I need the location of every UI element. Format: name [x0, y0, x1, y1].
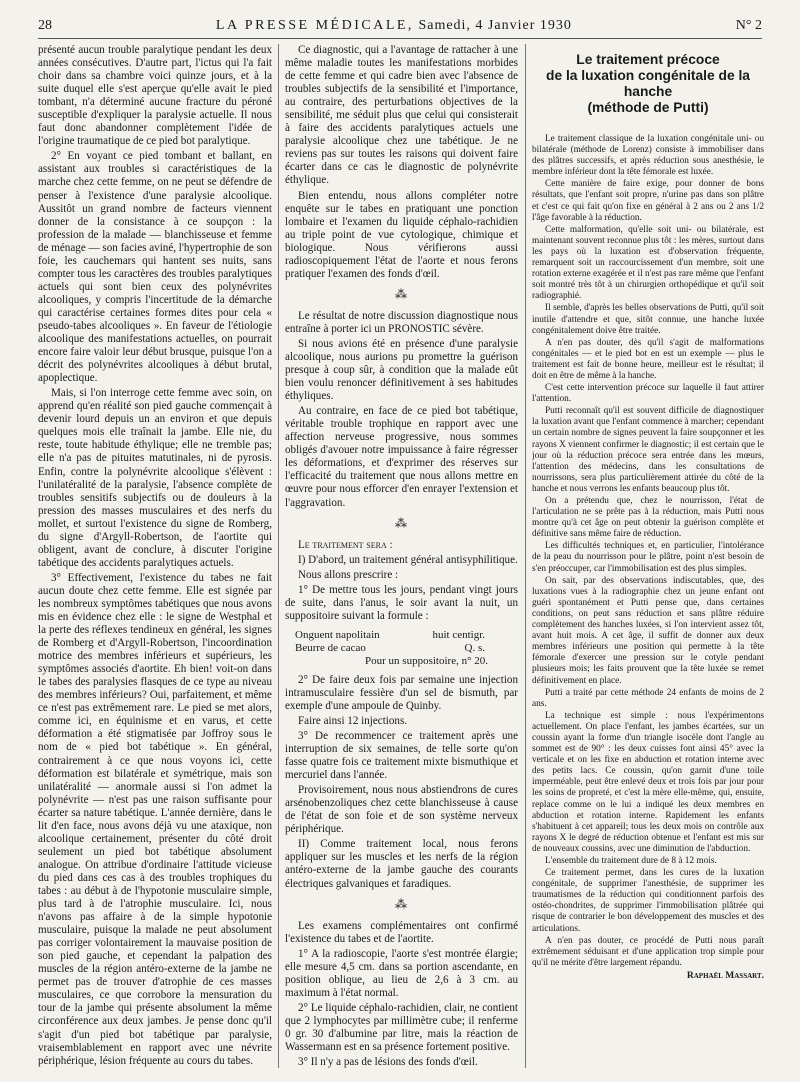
- col3-paragraph: Putti reconnaît qu'il est souvent difficile de diagnostiquer la luxation avant que l'enfant commence à marcher; cependant un certain nombre de signes peuvent la faire soupçonner et les rayons X viennent confirmer le diagnostic; il est certain que le jour où la réduction précoce sera entrée dans les mœurs, l'attention des médecins, dans les consultations de nourrissons, sera plus particulièrement attirée du côté de la hanche et nous verrons les enfants beaucoup plus tôt.: [532, 406, 764, 494]
- col3-paragraph: C'est cette intervention précoce sur laquelle il faut attirer l'attention.: [532, 383, 764, 405]
- col3-paragraph: On a prétendu que, chez le nourrisson, l'état de l'articulation ne se prête pas à la réduction, mais Putti nous montre qu'à cet âge on peut obtenir la guérison complète et définitive sans même faire de réduction.: [532, 496, 764, 540]
- section-separator: ⁂: [395, 896, 408, 911]
- col2-prescribe: Nous allons prescrire :: [298, 568, 399, 581]
- col2-radioscopy: 1° A la radioscopie, l'aorte s'est montrée élargie; elle mesure 4,5 cm. dans sa portion ascendante, en position oblique, au lieu de 2,6 à 3 cm. au maximum à l'état normal.: [285, 947, 518, 999]
- col2-repeat: 3° De recommencer ce traitement après une interruption de six semaines, de telle sorte qu'on fasse quatre fois ce traitement mixte bismuthique et mercuriel dans l'année.: [285, 730, 518, 782]
- section-separator: ⁂: [395, 515, 408, 530]
- col3-paragraph: Les difficultés techniques et, en particulier, l'intolérance de la peau du nourrisson pour le plâtre, point n'est besoin de s'en préoccuper, car l'immobilisation est des plus simples.: [532, 541, 764, 574]
- col2-paragraph-pronostic: Le résultat de notre discussion diagnostique nous entraîne à porter ici un PRONOSTIC sévère.: [285, 309, 518, 335]
- author-signature: Raphaël Massart.: [686, 970, 764, 981]
- col2-abstain: Provisoirement, nous nous abstiendrons de cures arsénobenzoliques chez cette blanchisseuse à cause de l'état de son foie et de son système nerveux périphérique.: [285, 784, 518, 836]
- formula-line: [295, 642, 485, 655]
- col2-local-treatment: II) Comme traitement local, nous ferons appliquer sur les muscles et les nerfs de la région antéro-externe de la jambe gauche des courants électriques galvaniques et faradiques.: [285, 838, 518, 890]
- col3-paragraph: Le traitement classique de la luxation congénitale uni- ou bilatérale (méthode de Lorenz) consiste à immobiliser dans des plâtres successifs, et après réduction sous anesthésie, le membre inférieur dont la tête fémorale est luxée.: [532, 134, 764, 178]
- col2-exams: Les examens complémentaires ont confirmé l'existence du tabes et de l'aortite.: [285, 919, 518, 945]
- article-title-line: de la luxation congénitale de la hanche: [546, 68, 750, 99]
- col2-injections: Faire ainsi 12 injections.: [298, 714, 408, 727]
- col3-paragraph: On sait, par des observations indiscutables, que, des luxations vues à la radiographie chez un jeune enfant ont guéri spontanément et Putti pense que, dans certaines conditions, on peut sans réduction et sans plâtre réduire complètement des hanches luxées, si l'on intervient assez tôt, avant huit mois. A cet âge, il suffit de donner aux deux membres inférieurs une position qui permette à la tête fémorale d'exercer une pression sur le cotyle pendant plusieurs mois; les faits prouvent que la tête luxée se remet définitivement en place.: [532, 575, 764, 686]
- col3-paragraph: Il semble, d'après les belles observations de Putti, qu'il soit inutile d'attendre et que, sitôt connue, une hanche luxée congénitalement doive être traitée.: [532, 303, 764, 336]
- issue-number: N° 2: [735, 18, 762, 33]
- col2-paragraph-alcoholic: Si nous avions été en présence d'une paralysie alcoolique, nous aurions pu promettre la guérison presque à coup sûr, à condition que la malade eût bien voulu renoncer définitivement à ses habitudes éthyliques.: [285, 337, 518, 403]
- issue-date: Samedi, 4 Janvier 1930: [418, 18, 572, 33]
- col3-paragraph: Cette malformation, qu'elle soit uni- ou bilatérale, est maintenant souvent reconnue plus tôt : les mères, surtout dans les pays où la luxation est d'observation fréquente, remarquent soit un raccourcissement d'un membre, soit une rotation externe exagérée et il n'est pas rare même que l'enfant soit montré très tôt à un chirurgien orthopédique et qu'il soit radiographié.: [532, 224, 764, 302]
- column-2: [285, 44, 518, 1068]
- col1-paragraph-2: 2° En voyant ce pied tombant et ballant, en assistant aux troubles si caractéristiques de la marche chez cette femme, on ne peut se défendre de penser à l'existence d'une paralysie alcoolique. Aussitôt un grand nombre de facteurs viennent donner de la consistance à ce soupçon : la profession de la malade — blanchisseuse et femme de ménage — son facies aviné, l'hypertrophie de son foie, les cauchemars qui hantent ses nuits, sans compter tous les caractères des troubles paralytiques actuels qui sont bien ceux des polynévrites alcooliques, y compris l'incertitude de la démarche qui caractérise certaines formes dites pour cela « pseudo-tabes alcooliques ». En faveur de l'étiologie alcoolique des manifestations actuelles, on pourrait encore faire valoir leur début brusque, puisque l'on a décrit des polynévrites alcooliques à début brutal, apoplectique.: [38, 150, 272, 385]
- column-rule-left: [278, 44, 279, 1068]
- col2-paragraph-tabetic: Au contraire, en face de ce pied bot tabétique, véritable trouble trophique en rapport avec une affection nerveuse progressive, nous sommes obligés d'avouer notre impuissance à faire régresser les déformations, et d'exprimer des réserves sur l'efficacité du traitement que nous allons mettre en œuvre pour nous efforcer d'en enrayer l'extension et l'aggravation.: [285, 405, 518, 509]
- col3-paragraph: A n'en pas douter, ce procédé de Putti nous paraît extrêmement séduisant et d'une application trop simple pour qu'il ne mérite d'être largement répandu.: [532, 935, 764, 968]
- formula-line: [295, 629, 485, 642]
- column-rule-right: [525, 44, 526, 1068]
- col2-bismuth: 2° De faire deux fois par semaine une injection intramusculaire fessière d'un sel de bismuth, par exemple d'une ampoule de Quinby.: [285, 673, 518, 712]
- col3-paragraph: Putti a traité par cette méthode 24 enfants de moins de 2 ans.: [532, 687, 764, 709]
- formula-ingredient: Onguent napolitain: [295, 628, 380, 641]
- col2-csf: 2° Le liquide céphalo-rachidien, clair, ne contient que 2 lymphocytes par millimètre cube; il renferme 0 gr. 30 d'albumine par litre, mais la réaction de Wassermann est en sa présence fortement positive.: [285, 1001, 518, 1053]
- page-header: [38, 14, 762, 39]
- col3-paragraph: L'ensemble du traitement dure de 8 à 12 mois.: [545, 856, 717, 866]
- section-separator: ⁂: [395, 286, 408, 301]
- col3-paragraph: Ce traitement permet, dans les cures de la luxation congénitale, de supprimer l'anesthésie, de supprimer les traumatismes de la réduction qui conditionnent parfois des ostéo-chondrites, de supprimer l'immobilisation plâtrée qui risque de contrarier le bon développement des muscles et des articulations.: [532, 868, 764, 934]
- formula-quantity: Q. s.: [464, 641, 485, 654]
- column-1: [38, 44, 272, 1068]
- formula-ingredient: Beurre de cacao: [295, 641, 366, 654]
- col3-paragraph: La technique est simple : nous l'expérimentons actuellement. On place l'enfant, les jambes écartées, sur un coussin ayant la forme d'un triangle isocèle dont l'angle au sommet est de 90° : les deux cuisses font ainsi 45° avec la verticale et on les fixe en abduction et rotation interne avec des petits lacs. Ce coussin, qu'on garnit d'une toile imperméable, peut être enlevé deux et trois fois par jour pour les soins de propreté, et c'est la mère elle-même, qui, ensuite, replace comme on le lui a indiqué les deux membres en abduction et rotation interne. Rapidement les enfants s'habituent à cet appareil; tous les deux mois on contrôle aux rayons X le degré de réduction obtenue et l'enfant est mis sur de nouveaux coussins, avec une diminution de l'abduction.: [532, 710, 764, 854]
- col3-paragraph: A n'en pas douter, dès qu'il s'agit de malformations congénitales — et le pied bot en est un exemple — plus le traitement est fait de bonne heure, meilleur est le résultat; il doit en être de même à la hanche.: [532, 337, 764, 381]
- formula-quantity: huit centigr.: [432, 628, 485, 641]
- col1-paragraph-3: Mais, si l'on interroge cette femme avec soin, on apprend qu'en réalité son pied gauche commençait à devenir lourd depuis un an environ et que depuis quelques mois elle traînait la jambe. Elle nie, du reste, toute habitude éthylique; elle ne tremble pas; elle n'a pas de pituites matutinales, ni de pyrosis. Enfin, contre la polynévrite alcoolique s'élèvent : l'unilatéralité de la paralysie, l'absence complète de troubles sensitifs subjectifs ou de douleurs à la pression des masses musculaires et des nerfs du mollet, et surtout l'existence du signe de Romberg, du signe d'Argyll-Robertson, de l'aortite qui obligent, avant de conclure, à discuter l'origine tabétique des accidents paralytiques actuels.: [38, 387, 272, 569]
- col1-paragraph-1: présenté aucun trouble paralytique pendant les deux années consécutives. D'autre part, l'ictus qui l'a fait choir dans sa chambre voici quinze jours, et à la suite duquel elle s'est aperçue qu'elle avait le pied tombant, n'a déterminé aucune fracture du péroné susceptible d'expliquer la paralysie actuelle. Il nous faut donc abandonner complètement l'idée de l'origine traumatique de ce pied bot paralytique.: [38, 44, 272, 148]
- col2-fundus: 3° Il n'y a pas de lésions des fonds d'œil.: [298, 1056, 478, 1068]
- formula-total: Pour un suppositoire, n° 20.: [365, 654, 488, 667]
- running-head: [216, 18, 572, 34]
- article-title-line: Le traitement précoce: [576, 52, 720, 67]
- publication-name: LA PRESSE MÉDICALE,: [215, 18, 414, 33]
- col2-paragraph-diagnosis: Ce diagnostic, qui a l'avantage de rattacher à une même maladie toutes les manifestations morbides de cette femme et qui cadre bien avec l'absence de troubles subjectifs de la sensibilité et l'importance, au contraire, des perturbations objectives de la sensibilité, me séduit plus que celui qui consisterait à faire des accidents paralytiques actuels une paralysie alcoolique chez une tabétique. Je ne reviens pas sur toutes les raisons qui doivent faire écarter dans ce cas le diagnostic de polynévrite éthylique.: [285, 44, 518, 187]
- page-number: 28: [38, 18, 52, 33]
- article-title: [532, 52, 764, 116]
- prescription-formula: [295, 629, 518, 668]
- column-3: [532, 44, 764, 1068]
- article-title-line: (méthode de Putti): [587, 100, 709, 115]
- col2-suppository: 1° De mettre tous les jours, pendant vingt jours de suite, dans l'anus, le soir avant la nuit, un suppositoire suivant la formule :: [285, 583, 518, 622]
- col2-treatment-general: I) D'abord, un traitement général antisyphilitique.: [298, 553, 518, 566]
- col2-paragraph-enquiry: Bien entendu, nous allons compléter notre enquête sur le tabes en pratiquant une ponction lombaire et l'examen du liquide céphalo-rachidien au triple point de vue cytologique, chimique et biologique. Nous vérifierons aussi radioscopiquement l'état de l'aorte et nous ferons pratiquer l'examen des fonds d'œil.: [285, 189, 518, 280]
- col1-paragraph-4: 3° Effectivement, l'existence du tabes ne fait aucun doute chez cette femme. Elle est signée par les nombreux symptômes tabétiques que nous avons mis en évidence chez elle : le signe de Westphal et la perte des réflexes tendineux en général, les signes de Romberg et d'Argyll-Robertson, l'incoordination motrice des membres inférieurs et supérieurs, les symptômes associés d'aortite. Eh bien! voit-on dans le tabes des paralysies flasques de ce type au niveau des membres inférieurs? Oui, parfaitement, et même ce n'est pas extrêmement rare. Le pied se met alors, comme ici, en équinisme et en varus, et cette déformation a été stigmatisée par Joffroy sous le nom de « pied bot tabétique ». En général, contrairement à ce que nous voyons ici, cette déformation est bilatérale et symétrique, mais son unilatéralité — anormale aussi si l'on admet la polynévrite — n'est pas une raison suffisante pour écarter sa nature tabétique. L'année dernière, dans le lit d'en face, nous avons déjà vu une ataxique, non alcoolique certainement, présenter du côté droit seulement un pied bot tabétique absolument analogue. On attribue d'ordinaire l'attitude vicieuse du pied dans ces cas à des troubles trophiques du tabes : au début à de l'hypotonie musculaire simple, plus tard à de l'atrophie musculaire. Ici, nous n'avons pas affaire à de la simple hypotonie musculaire, puisque la malade ne peut absolument pas corriger volontairement la mauvaise position de son pied gauche, et cependant la palpation des muscles de la région antéro-externe de la jambe ne permet pas de trouver d'atrophie de ces masses musculaires, ce que corrobore la mensuration du tour de la jambe qui présente absolument la même circonférence aux deux jambes. Je pense donc qu'il s'agit d'un pied bot tabétique par paralysie, vraisemblablement en rapport avec une névrite périphérique, lésion fréquente au cours du tabes.: [38, 571, 272, 1067]
- col2-treatment-heading: Le traitement sera :: [298, 538, 393, 551]
- col3-paragraph: Cette manière de faire exige, pour donner de bons résultats, que l'enfant soit propre, n'urine pas dans son plâtre et c'est ce qui fait qu'on fixe en général à 2 ans ou 2 ans 1/2 l'âge favorable à la réduction.: [532, 179, 764, 223]
